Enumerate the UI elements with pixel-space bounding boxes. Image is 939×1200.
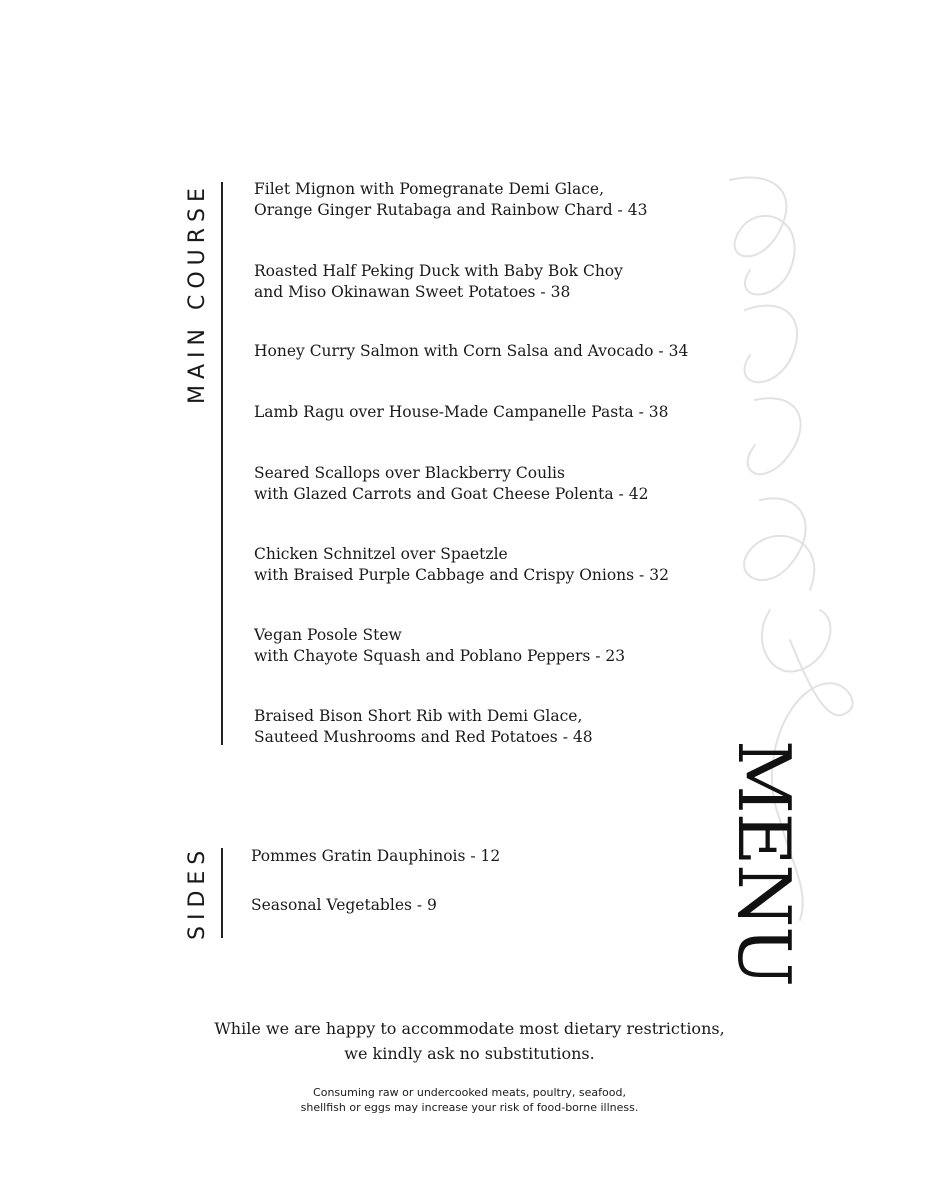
- menu-title: MENU: [722, 740, 806, 986]
- main-course-heading: MAIN COURSE: [185, 182, 210, 404]
- menu-item-line: Honey Curry Salmon with Corn Salsa and Avocado - 34: [254, 342, 689, 360]
- menu-item-line: Sauteed Mushrooms and Red Potatoes - 48: [254, 728, 593, 746]
- menu-item: [254, 402, 724, 463]
- dietary-notice-line: we kindly ask no substitutions.: [344, 1044, 595, 1063]
- menu-item-line: with Chayote Squash and Poblano Peppers - 23: [254, 647, 626, 665]
- menu-item: [254, 179, 724, 261]
- menu-item: [254, 544, 724, 625]
- main-course-list: [254, 179, 724, 748]
- menu-item: [254, 706, 724, 748]
- main-course-divider: [221, 182, 223, 745]
- sides-divider: [221, 848, 223, 938]
- menu-item-line: Braised Bison Short Rib with Demi Glace,: [254, 707, 583, 725]
- food-safety-warning-line: Consuming raw or undercooked meats, poultry, seafood,: [313, 1086, 626, 1099]
- menu-item-line: Vegan Posole Stew: [254, 626, 402, 644]
- menu-item-line: with Braised Purple Cabbage and Crispy Onions - 32: [254, 566, 669, 584]
- menu-item: [254, 341, 724, 402]
- sides-heading: SIDES: [185, 844, 210, 940]
- dietary-notice: [0, 1016, 939, 1066]
- menu-item: [254, 261, 724, 341]
- sides-list: [251, 846, 500, 916]
- menu-item-line: with Glazed Carrots and Goat Cheese Polenta - 42: [254, 485, 649, 503]
- food-safety-warning: [0, 1085, 939, 1115]
- dietary-notice-line: While we are happy to accommodate most dietary restrictions,: [214, 1019, 725, 1038]
- menu-item-line: Seared Scallops over Blackberry Coulis: [254, 464, 565, 482]
- menu-item: [254, 463, 724, 544]
- side-item: Pommes Gratin Dauphinois - 12: [251, 847, 501, 865]
- menu-item-line: Roasted Half Peking Duck with Baby Bok Choy: [254, 262, 623, 280]
- menu-item-line: and Miso Okinawan Sweet Potatoes - 38: [254, 283, 571, 301]
- side-item: Seasonal Vegetables - 9: [251, 896, 437, 914]
- menu-item-line: Lamb Ragu over House-Made Campanelle Pasta - 38: [254, 403, 669, 421]
- menu-item: [254, 625, 724, 706]
- menu-item-line: Filet Mignon with Pomegranate Demi Glace,: [254, 180, 605, 198]
- menu-item-line: Orange Ginger Rutabaga and Rainbow Chard - 43: [254, 201, 648, 219]
- menu-item-line: Chicken Schnitzel over Spaetzle: [254, 545, 508, 563]
- food-safety-warning-line: shellfish or eggs may increase your risk of food-borne illness.: [300, 1101, 639, 1114]
